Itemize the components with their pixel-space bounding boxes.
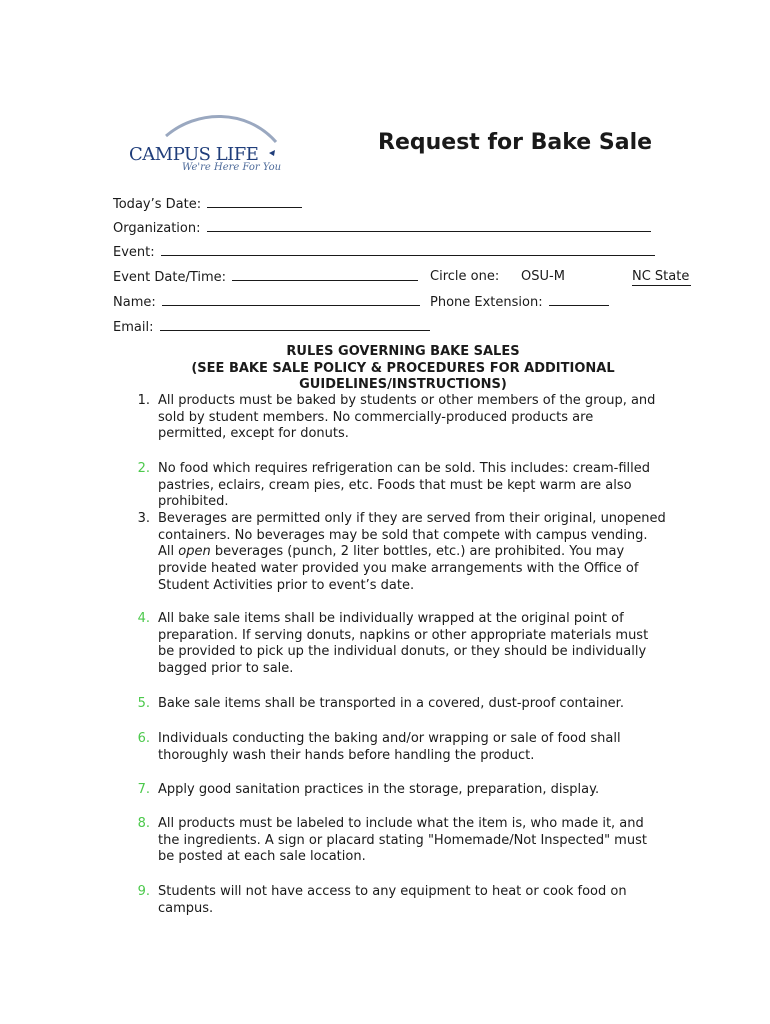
rule-text-line: No food which requires refrigeration can be sold. This includes: cream-filled [158, 461, 650, 476]
rule-text-line: All bake sale items shall be individually wrapped at the original point of [158, 611, 624, 626]
rule-number: 2. [137, 461, 150, 476]
rule-number: 9. [137, 884, 150, 899]
rule-text-line: campus. [158, 900, 214, 916]
rule-number: 6. [137, 731, 150, 746]
campus-life-logo [126, 112, 296, 178]
rule-text-line: the ingredients. A sign or placard stating "Homemade/Not Inspected" must [158, 832, 647, 848]
rule-number: 5. [137, 696, 150, 711]
organization-field[interactable] [207, 220, 651, 232]
rules-heading-line3: GUIDELINES/INSTRUCTIONS) [299, 377, 507, 392]
rule-text-line: prohibited. [158, 494, 229, 510]
rule-text-line: be posted at each sale location. [158, 849, 366, 865]
rule-text-segment: beverages (punch, 2 liter bottles, etc.) are prohibited. You may [210, 544, 625, 560]
rule-text-line [158, 544, 708, 561]
phone-extension-field[interactable] [549, 294, 609, 306]
todays-date-field[interactable] [207, 196, 302, 208]
rule-number: 4. [137, 611, 150, 626]
rule-text-line: provide heated water provided you make arrangements with the Office of [158, 561, 639, 577]
rule-text-line: bagged prior to sale. [158, 661, 294, 677]
event-date-time-label: Event Date/Time: [113, 270, 227, 285]
rule-text-line: thoroughly wash their hands before handling the product. [158, 747, 535, 763]
organization-label: Organization: [113, 221, 201, 236]
rule-text-line: Bake sale items shall be transported in a covered, dust-proof container. [158, 696, 624, 711]
email-label: Email: [113, 320, 154, 335]
rules-heading [113, 344, 693, 394]
event-label: Event: [113, 245, 155, 260]
email-row [113, 319, 430, 336]
rule-number: 7. [137, 782, 150, 797]
rule-text-line: Student Activities prior to event’s date. [158, 577, 415, 593]
rule-text-line: All products must be baked by students or other members of the group, and [158, 393, 656, 408]
organization-row [113, 220, 651, 237]
rule-text-line: Individuals conducting the baking and/or wrapping or sale of food shall [158, 731, 621, 746]
rule-text-line: be provided to pick up the individual donuts, or they should be individually [158, 644, 647, 660]
rule-text-line: permitted, except for donuts. [158, 426, 349, 442]
todays-date-label: Today’s Date: [113, 197, 202, 212]
circle-one-label: Circle one: [430, 269, 500, 284]
email-field[interactable] [160, 319, 430, 331]
rule-number: 3. [137, 511, 150, 526]
event-date-time-row [113, 269, 418, 286]
name-label: Name: [113, 295, 156, 310]
rule-number: 8. [137, 816, 150, 831]
rule-text-line: pastries, eclairs, cream pies, etc. Foods that must be kept warm are also [158, 477, 632, 493]
event-field[interactable] [161, 244, 655, 256]
option-osu-m[interactable]: OSU-M [521, 269, 565, 284]
logo-name: CAMPUS LIFE [129, 144, 259, 165]
event-row [113, 244, 655, 261]
rule-text-line: Beverages are permitted only if they are served from their original, unopened [158, 511, 666, 526]
rule-number: 1. [137, 393, 150, 408]
rule-text-line: Apply good sanitation practices in the storage, preparation, display. [158, 782, 600, 797]
rule-text-line: preparation. If serving donuts, napkins or other appropriate materials must [158, 627, 649, 643]
option-nc-state[interactable]: NC State [632, 269, 690, 284]
todays-date-row [113, 196, 302, 213]
event-date-time-field[interactable] [232, 269, 418, 281]
phone-extension-label: Phone Extension: [430, 295, 543, 310]
rule-text-emphasis: open [178, 544, 211, 560]
name-row [113, 294, 420, 311]
phone-extension-row [430, 294, 609, 311]
rules-heading-line1: RULES GOVERNING BAKE SALES [286, 344, 520, 359]
page-title: Request for Bake Sale [378, 130, 653, 155]
rule-text-line: Students will not have access to any equipment to heat or cook food on [158, 884, 627, 899]
logo-tagline: We're Here For You [182, 162, 282, 173]
rules-heading-line2: (SEE BAKE SALE POLICY & PROCEDURES FOR ADDITIONAL [191, 360, 615, 376]
rule-text-line: sold by student members. No commercially-produced products are [158, 409, 594, 425]
rule-text-segment: All [158, 544, 179, 560]
rule-text-line: containers. No beverages may be sold that compete with campus vending. [158, 527, 648, 543]
name-field[interactable] [162, 294, 420, 306]
rule-text-line: All products must be labeled to include what the item is, who made it, and [158, 816, 644, 831]
